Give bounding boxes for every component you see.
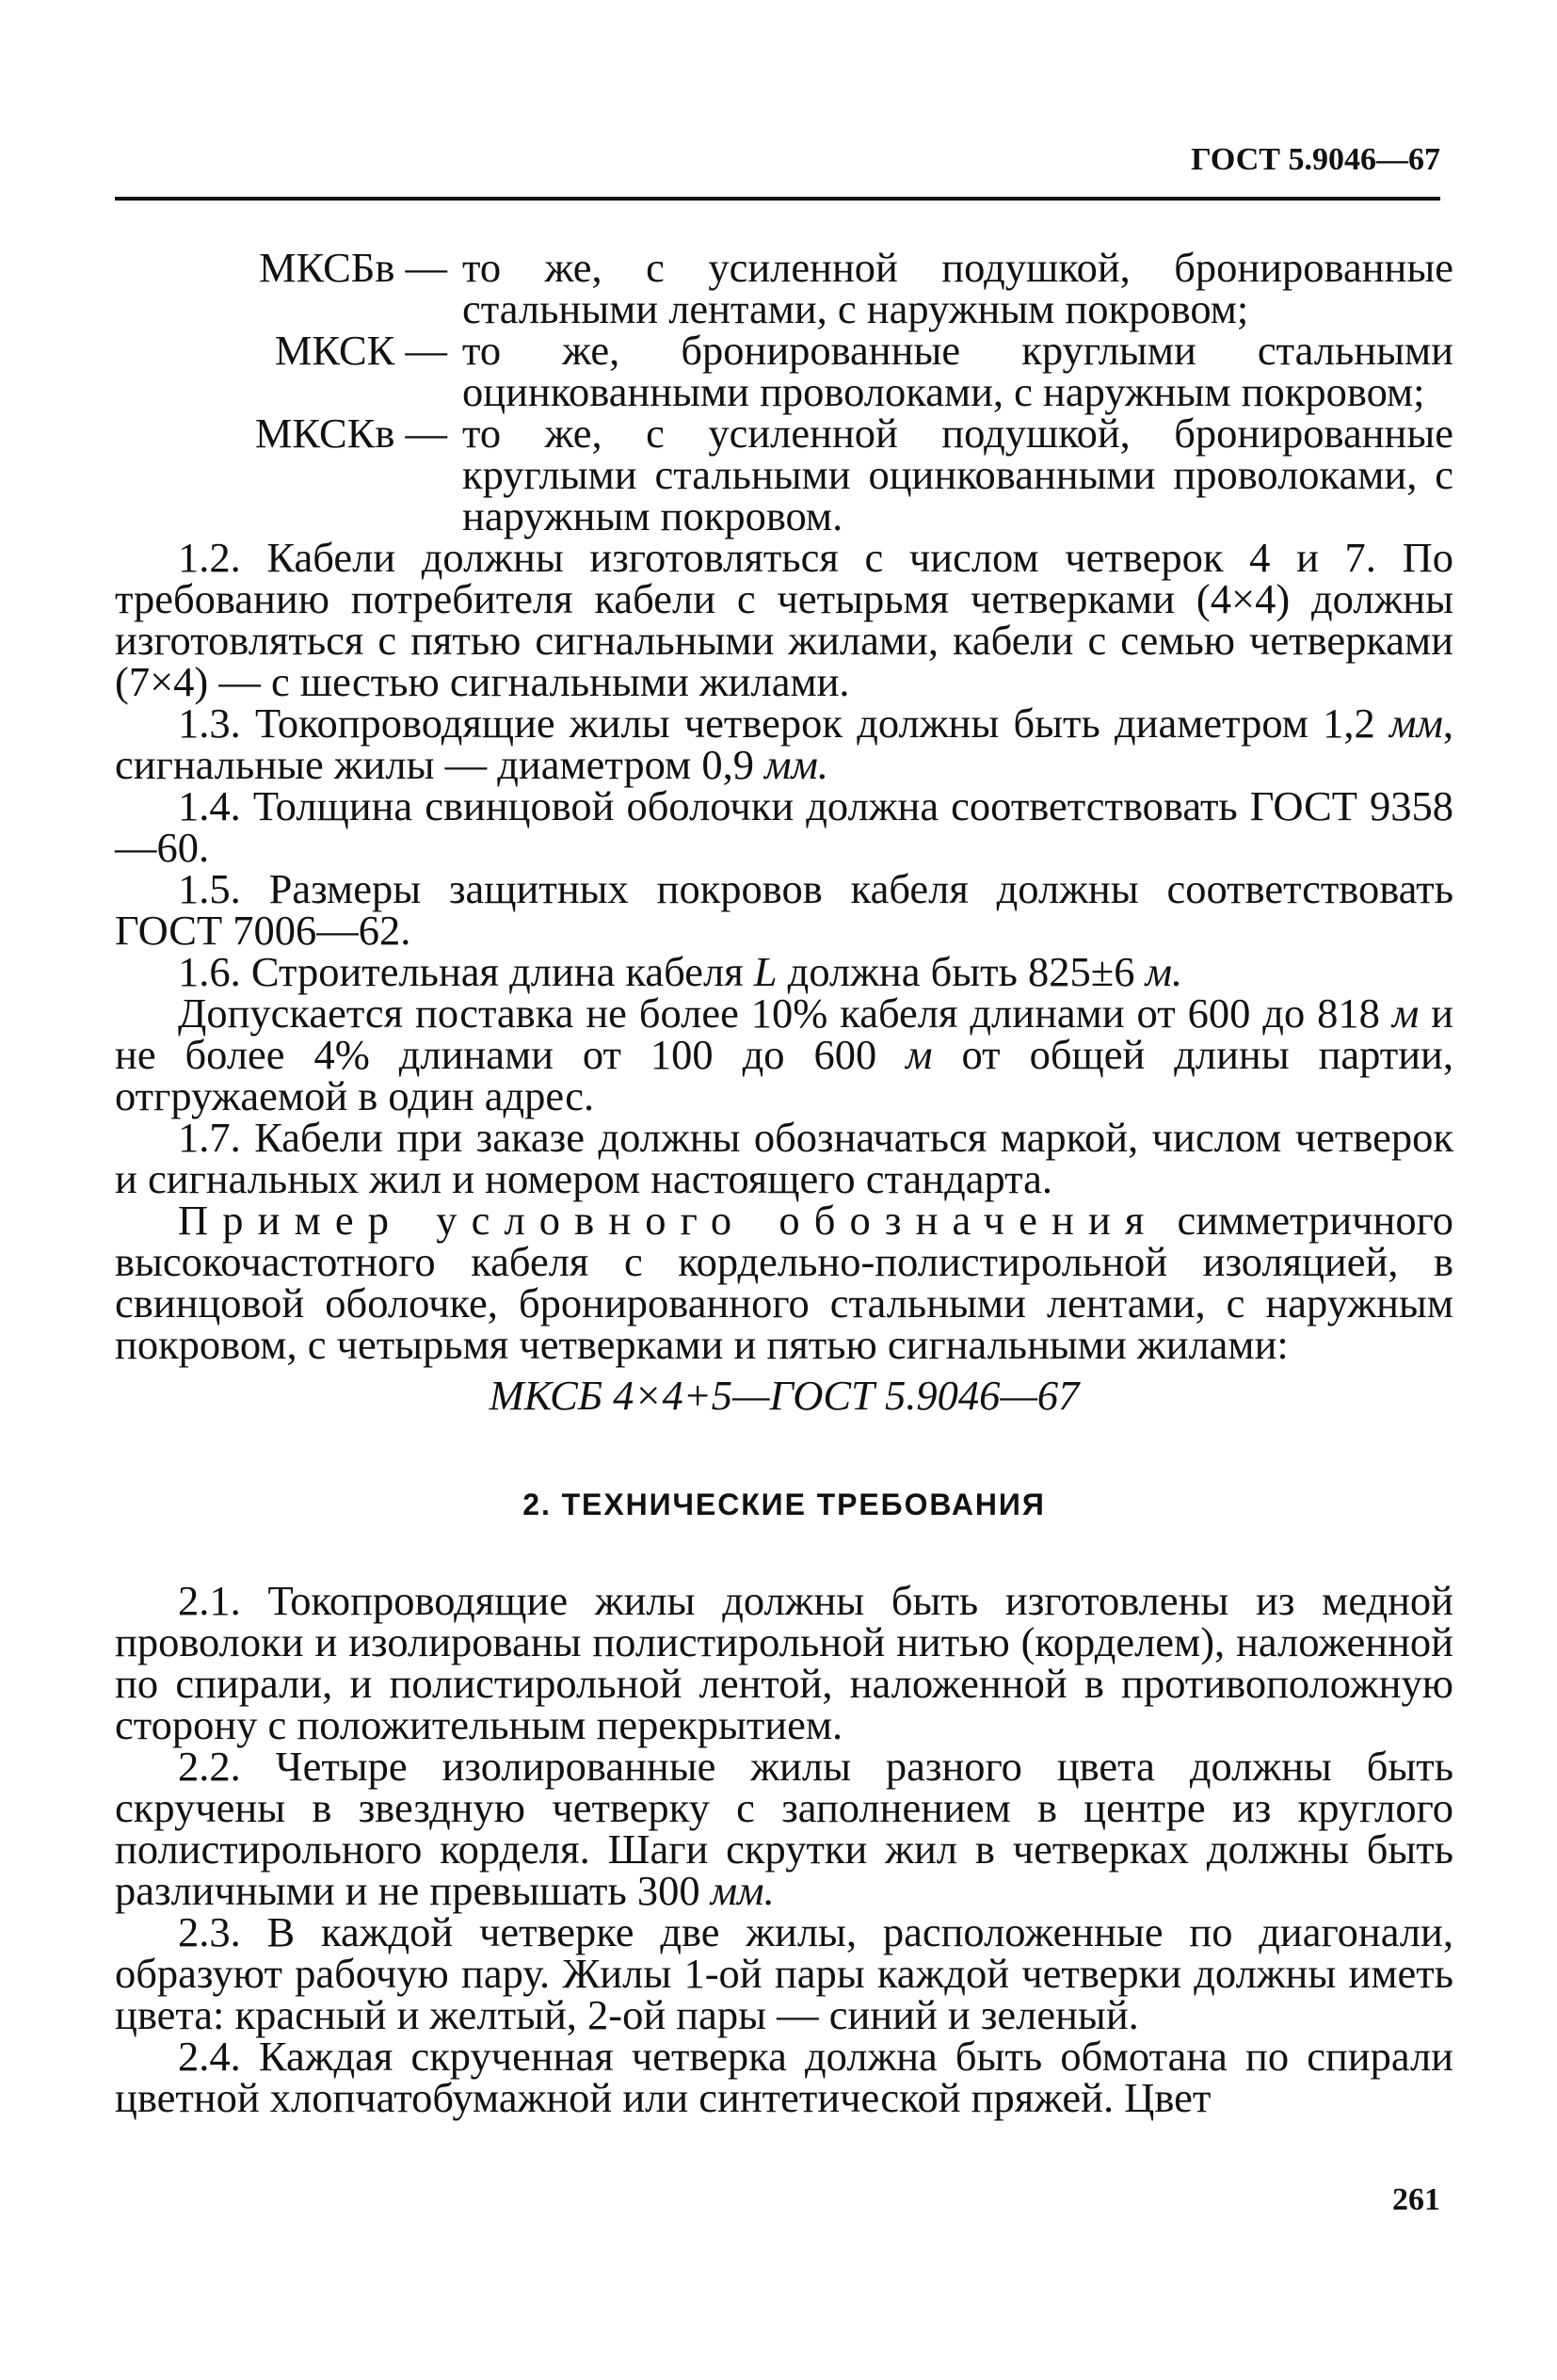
document-header: ГОСТ 5.9046—67 [1191, 142, 1440, 177]
paragraph-1-6 [115, 948, 1453, 995]
paragraph-1-6-extra [115, 989, 1453, 1119]
definition-mksbv [115, 244, 1453, 332]
definition-text: то же, с усиленной подушкой, бронированные круглыми стальными оцинкованными проволоками, с наружным покровом. [462, 410, 1453, 539]
definition-text: то же, с усиленной подушкой, бронированные стальными лентами, с наружным покровом; [462, 244, 1453, 332]
example-designation: МКСБ 4×4+5—ГОСТ 5.9046—67 [489, 1372, 1080, 1419]
variable: L [753, 948, 778, 995]
unit: мм. [764, 741, 829, 788]
paragraph-1-4: 1.4. Толщина свинцовой оболочки должна соответствовать ГОСТ 9358—60. [115, 782, 1453, 871]
text-run: 2.2. Четыре изолированные жилы разного цвета должны быть скручены в звездную четверку с заполнением в центре из круглого полистирольного корделя. Шаги скрутки жил в четверках должны быть различными и не превышать 300 [115, 1743, 1453, 1914]
definition-term: МКСБв — [258, 244, 447, 291]
definition-mksk [115, 327, 1453, 415]
definition-term: МКСК — [274, 327, 447, 374]
unit: мм [1389, 700, 1443, 747]
paragraph-2-3: 2.3. В каждой четверке две жилы, расположенные по диагонали, образуют рабочую пару. Жилы 1-ой пары каждой четверки должны иметь цвета: красный и желтый, 2-ой пары — синий и зеленый. [115, 1908, 1453, 2038]
text-run: 1.3. Токопроводящие жилы четверок должны быть диаметром 1,2 [178, 700, 1390, 747]
unit: м. [1145, 948, 1183, 995]
document-body [115, 244, 1453, 2121]
paragraph-1-7: 1.7. Кабели при заказе должны обозначаться маркой, числом четверок и сигнальных жил и номером настоящего стандарта. [115, 1114, 1453, 1202]
unit: мм. [710, 1867, 775, 1914]
definition-mkskv [115, 412, 1453, 537]
header-rule [115, 197, 1440, 201]
section-title: 2. ТЕХНИЧЕСКИЕ ТРЕБОВАНИЯ [522, 1488, 1046, 1521]
definition-text: то же, бронированные круглыми стальными оцинкованными проволоками, с наружным покровом; [462, 327, 1453, 415]
paragraph-1-5: 1.5. Размеры защитных покровов кабеля должны соответствовать ГОСТ 7006—62. [115, 865, 1453, 954]
paragraph-example [115, 1197, 1453, 1368]
paragraph-2-4: 2.4. Каждая скрученная четверка должна быть обмотана по спирали цветной хлопчатобумажной или синтетической пряжей. Цвет [115, 2033, 1453, 2121]
unit: м [906, 1031, 933, 1078]
definition-term: МКСКв — [254, 410, 447, 457]
text-run: 1.6. Строительная длина кабеля [178, 948, 754, 995]
paragraph-1-2: 1.2. Кабели должны изготовляться с числом четверок 4 и 7. По требованию потребителя кабели с четырьмя четверками (4×4) должны изготовляться с пятью сигнальными жилами, кабели с семью четверками (7×4) — с шестью сигнальными жилами. [115, 534, 1453, 705]
text-run: Допускается поставка не более 10% кабеля длинами от 600 до 818 [178, 989, 1392, 1037]
text-run: и не более 4% длинами от 100 до 600 [115, 989, 1453, 1078]
paragraph-2-2 [115, 1743, 1453, 1914]
unit: м [1391, 989, 1420, 1037]
text-run: симметричного высокочастотного кабеля с кордельно-полистирольной изоляцией, в свинцовой оболочке, бронированного стальными лентами, с наружным покровом, с четырьмя четверками и пятью сигнальными жилами: [115, 1197, 1453, 1368]
text-run: , сигнальные жилы — диаметром 0,9 [115, 700, 1453, 788]
paragraph-1-3 [115, 700, 1453, 788]
paragraph-2-1: 2.1. Токопроводящие жилы должны быть изготовлены из медной проволоки и изолированы полистирольной нитью (корделем), наложенной по спирали, и полистирольной лентой, наложенной в противоположную сторону с положительным перекрытием. [115, 1577, 1453, 1748]
text-run: от общей длины партии, отгружаемой в один адрес. [115, 1031, 1453, 1119]
text-run: должна быть 825±6 [777, 948, 1146, 995]
example-lead: Пример условного обозначения [178, 1197, 1159, 1244]
page-number: 261 [1392, 2182, 1440, 2217]
